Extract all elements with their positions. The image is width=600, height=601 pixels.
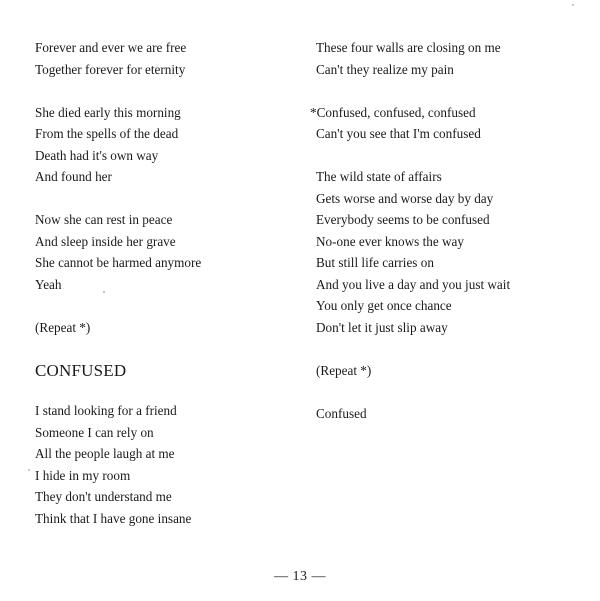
lyric-line: Everybody seems to be confused — [316, 212, 490, 227]
closing-line: Confused — [316, 405, 367, 421]
stanza — [310, 166, 590, 338]
left-column — [35, 37, 285, 529]
lyric-line: But still life carries on — [316, 255, 434, 270]
stanza — [35, 209, 285, 295]
lyric-line: Together forever for eternity — [35, 61, 186, 77]
lyric-line: And found her — [35, 169, 112, 184]
lyric-line: Now she can rest in peace — [35, 212, 173, 227]
stanza — [35, 102, 285, 188]
lyric-line: These four walls are closing on me — [316, 40, 501, 55]
lyric-line: You only get once chance — [316, 298, 452, 313]
repeat-note: (Repeat *) — [35, 319, 91, 335]
lyric-line: *Confused, confused, confused — [310, 104, 476, 120]
lyric-line: Gets worse and worse day by day — [316, 190, 494, 206]
lyric-line: She cannot be harmed anymore — [35, 255, 202, 270]
stanza — [310, 37, 590, 80]
lyric-line: Don't let it just slip away — [316, 319, 448, 335]
lyric-line: Forever and ever we are free — [35, 40, 187, 55]
repeat-note: (Repeat *) — [316, 362, 372, 378]
lyric-line: From the spells of the dead — [35, 126, 179, 141]
lyric-line: Yeah — [35, 276, 62, 292]
lyric-line: I hide in my room — [35, 467, 131, 483]
stanza — [35, 37, 285, 80]
lyric-line: Someone I can rely on — [35, 424, 154, 440]
paper-speck — [572, 4, 574, 6]
lyric-line: And you live a day and you just wait — [316, 276, 511, 292]
page-number: — 13 — — [274, 569, 326, 584]
lyric-line: No-one ever knows the way — [316, 233, 464, 249]
paper-speck — [28, 469, 30, 471]
lyric-line: They don't understand me — [35, 489, 172, 504]
right-column — [310, 37, 590, 424]
lyric-line: All the people laugh at me — [35, 446, 175, 461]
lyric-line: Can't you see that I'm confused — [316, 126, 481, 141]
lyric-line: Death had it's own way — [35, 147, 159, 163]
chorus — [310, 102, 590, 145]
lyric-line: Can't they realize my pain — [316, 61, 454, 77]
lyric-line: The wild state of affairs — [316, 169, 442, 184]
paper-speck — [103, 291, 105, 293]
song-title: CONFUSED — [35, 361, 127, 380]
lyric-line: Think that I have gone insane — [35, 510, 192, 526]
stanza — [35, 400, 285, 529]
lyric-line: I stand looking for a friend — [35, 403, 177, 418]
lyric-line: She died early this morning — [35, 104, 181, 120]
lyric-line: And sleep inside her grave — [35, 233, 176, 249]
